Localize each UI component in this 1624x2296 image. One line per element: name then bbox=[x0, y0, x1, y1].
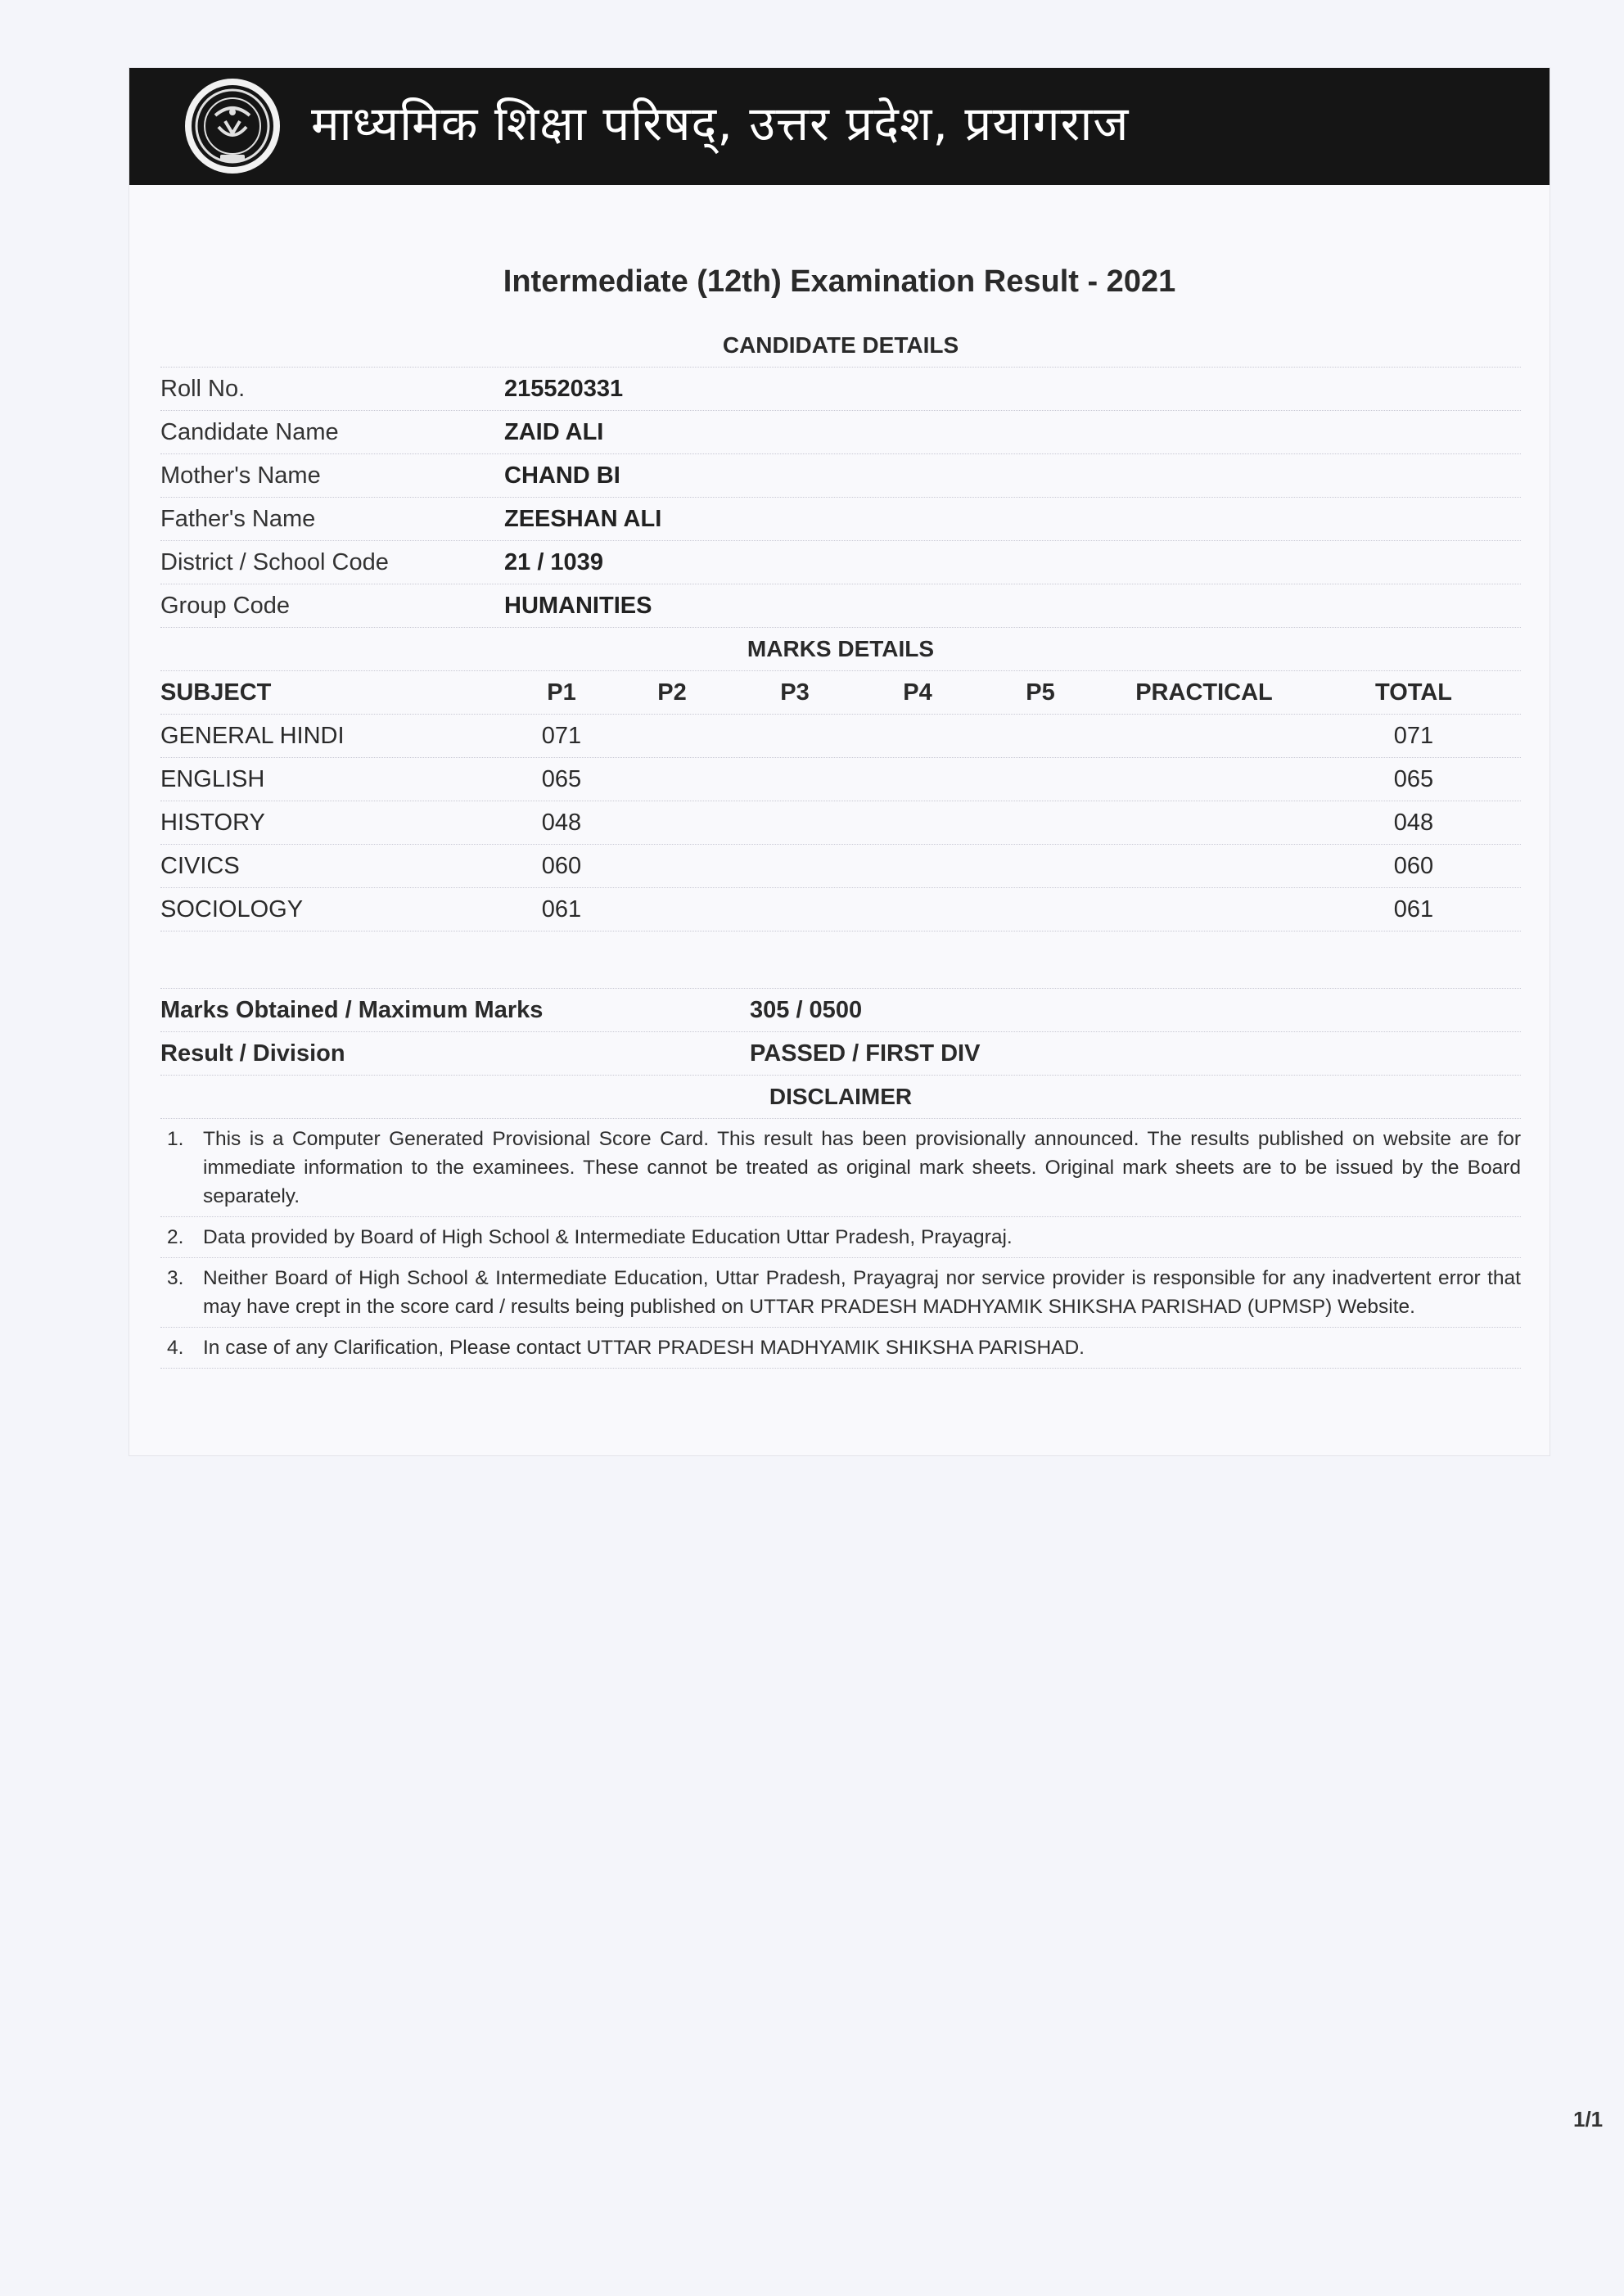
cell-p1: 065 bbox=[541, 765, 582, 792]
marks-obtained-label: Marks Obtained / Maximum Marks bbox=[160, 996, 544, 1023]
col-p1: P1 bbox=[547, 679, 576, 706]
cell-subject: SOCIOLOGY bbox=[160, 895, 304, 922]
candidate-section-title: CANDIDATE DETAILS bbox=[160, 324, 1521, 368]
marks-section-title: MARKS DETAILS bbox=[160, 628, 1521, 671]
table-row bbox=[160, 801, 1521, 845]
disclaimer-list bbox=[160, 1119, 1521, 1369]
result-division-row bbox=[160, 1032, 1521, 1076]
candidate-field-row bbox=[160, 368, 1521, 411]
disclaimer-text: In case of any Clarification, Please contact UTTAR PRADESH MADHYAMIK SHIKSHA PARISHAD. bbox=[203, 1337, 1085, 1359]
field-label: Candidate Name bbox=[160, 418, 339, 445]
cell-subject: CIVICS bbox=[160, 852, 240, 879]
marks-table-body bbox=[160, 715, 1521, 931]
list-item bbox=[160, 1119, 1521, 1217]
col-p2: P2 bbox=[657, 679, 687, 706]
candidate-field-row bbox=[160, 454, 1521, 498]
cell-total: 071 bbox=[1393, 722, 1434, 749]
result-division-label: Result / Division bbox=[160, 1040, 345, 1067]
cell-total: 060 bbox=[1393, 852, 1434, 879]
result-content bbox=[160, 324, 1521, 1369]
board-title: माध्यमिक शिक्षा परिषद्, उत्तर प्रदेश, प्रयागराज bbox=[311, 96, 1130, 151]
cell-total: 048 bbox=[1393, 809, 1434, 836]
field-value: 215520331 bbox=[504, 375, 624, 402]
disclaimer-title: DISCLAIMER bbox=[160, 1076, 1521, 1119]
field-label: Mother's Name bbox=[160, 462, 321, 489]
list-item bbox=[160, 1258, 1521, 1328]
table-row bbox=[160, 845, 1521, 888]
col-practical: PRACTICAL bbox=[1135, 679, 1273, 706]
disclaimer-number: 1. bbox=[167, 1128, 184, 1150]
field-label: Roll No. bbox=[160, 375, 246, 402]
table-row bbox=[160, 758, 1521, 801]
up-govt-emblem-icon bbox=[183, 76, 282, 176]
table-row bbox=[160, 715, 1521, 758]
cell-p1: 071 bbox=[541, 722, 582, 749]
field-value: CHAND BI bbox=[504, 462, 620, 489]
field-value: ZEESHAN ALI bbox=[504, 505, 662, 532]
result-division-value: PASSED / FIRST DIV bbox=[750, 1040, 981, 1067]
cell-total: 065 bbox=[1393, 765, 1434, 792]
page-number: 1/1 bbox=[1573, 2107, 1604, 2131]
list-item bbox=[160, 1217, 1521, 1258]
disclaimer-number: 4. bbox=[167, 1337, 184, 1359]
marks-obtained-value: 305 / 0500 bbox=[750, 996, 863, 1023]
table-row bbox=[160, 888, 1521, 931]
field-value: 21 / 1039 bbox=[504, 548, 603, 575]
list-item bbox=[160, 1328, 1521, 1369]
disclaimer-text: This is a Computer Generated Provisional Score Card. This result has been provisionally announced. The results published on website are for immediate information to the examinees. These cannot be treated as original mark sheets. Original mark sheets are to be issued by the Board separately. bbox=[203, 1128, 1521, 1207]
marks-header-row bbox=[160, 671, 1521, 715]
field-label: Father's Name bbox=[160, 505, 316, 532]
disclaimer-number: 2. bbox=[167, 1226, 184, 1248]
exam-title: Intermediate (12th) Examination Result - 2021 bbox=[503, 264, 1176, 299]
disclaimer-text: Neither Board of High School & Intermediate Education, Uttar Pradesh, Prayagraj nor service provider is responsible for any inadvertent error that may have crept in the score card / results being published on UTTAR PRADESH MADHYAMIK SHIKSHA PARISHAD (UPMSP) Website. bbox=[203, 1267, 1521, 1318]
cell-subject: HISTORY bbox=[160, 809, 265, 836]
candidate-details bbox=[160, 368, 1521, 628]
header-banner bbox=[129, 68, 1550, 185]
candidate-field-row bbox=[160, 411, 1521, 454]
candidate-field-row bbox=[160, 541, 1521, 584]
cell-subject: GENERAL HINDI bbox=[160, 722, 345, 749]
field-value: HUMANITIES bbox=[504, 592, 652, 619]
disclaimer-number: 3. bbox=[167, 1267, 184, 1289]
candidate-field-row bbox=[160, 498, 1521, 541]
cell-p1: 060 bbox=[541, 852, 582, 879]
cell-p1: 061 bbox=[541, 895, 582, 922]
cell-p1: 048 bbox=[541, 809, 582, 836]
field-value: ZAID ALI bbox=[504, 418, 604, 445]
field-label: District / School Code bbox=[160, 548, 389, 575]
field-label: Group Code bbox=[160, 592, 290, 619]
marks-obtained-row bbox=[160, 989, 1521, 1032]
cell-total: 061 bbox=[1393, 895, 1434, 922]
col-total: TOTAL bbox=[1375, 679, 1452, 706]
col-p5: P5 bbox=[1026, 679, 1055, 706]
col-subject: SUBJECT bbox=[160, 679, 272, 706]
disclaimer-text: Data provided by Board of High School & Intermediate Education Uttar Pradesh, Prayagraj. bbox=[203, 1226, 1013, 1248]
result-sheet bbox=[129, 67, 1550, 1456]
spacer-row bbox=[160, 931, 1521, 989]
cell-subject: ENGLISH bbox=[160, 765, 265, 792]
col-p4: P4 bbox=[903, 679, 932, 706]
col-p3: P3 bbox=[780, 679, 810, 706]
candidate-field-row bbox=[160, 584, 1521, 628]
